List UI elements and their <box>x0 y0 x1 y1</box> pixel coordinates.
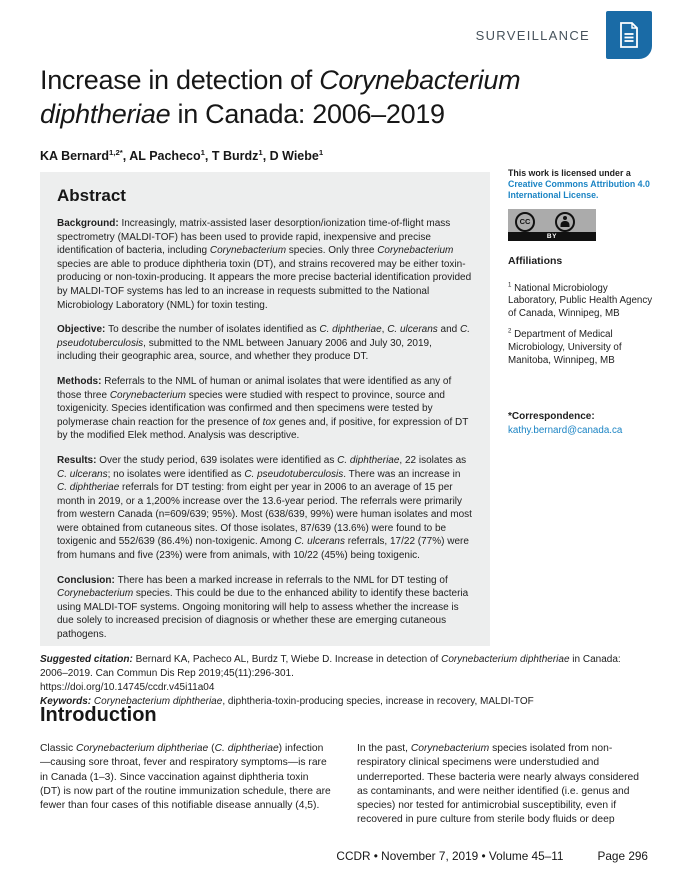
abstract-heading: Abstract <box>57 186 126 205</box>
correspondence-email-link[interactable]: kathy.bernard@canada.ca <box>508 425 623 437</box>
abstract-box <box>40 172 490 646</box>
surveillance-category-badge <box>606 11 652 59</box>
sidebar <box>508 168 658 436</box>
cc-by-badge <box>508 209 596 241</box>
person-icon-head <box>563 216 567 220</box>
suggested-citation-block <box>40 653 650 709</box>
abstract-paragraph-conclusion: Conclusion: There has been a marked increase in referrals to the NML for DT testing of Corynebacterium species. This could be due to the enhanced ability to identify these bacteria using MALDI-TOF systems. Ongoing monitoring will help to assess whether the increase is due solely to increased precision of diagnosis or whether these are emerging cutaneous pathogens. <box>57 574 469 641</box>
license-link[interactable]: This work is licensed under a Creative Commons Attribution 4.0 International License. <box>508 168 650 201</box>
keywords-line: Keywords: Corynebacterium diphtheriae, diphtheria-toxin-producing species, increase in recovery, MALDI-TOF <box>40 696 534 707</box>
introduction-heading: Introduction <box>40 704 157 726</box>
header <box>476 11 652 59</box>
authors-line: KA Bernard$^{1,2*}$, AL Pacheco$^1$, T Burdz$^1$, D Wiebe$^1$ <box>40 147 324 163</box>
journal-issue-line: CCDR • November 7, 2019 • Volume 45–11 <box>336 849 564 863</box>
person-icon <box>555 212 575 232</box>
page-footer <box>336 849 648 863</box>
cc-by-label: BY <box>508 232 596 241</box>
affiliations-heading: Affiliations <box>508 254 563 267</box>
introduction-paragraph-left: Classic Corynebacterium diphtheriae (C. diphtheriae) infection—causing sore throat, fever and respiratory symptoms—is rare in Canada (1–3). Since vaccination against diphtheria toxin (DT) is now part of the routine immunization schedule, there are fewer than four cases of this notifiable disease annually (4,5). <box>40 743 331 812</box>
affiliation-1: $^1$ National Microbiology Laboratory, Public Health Agency of Canada, Winnipeg, MB <box>508 282 653 319</box>
abstract-paragraph-objective: Objective: To describe the number of isolates identified as C. diphtheriae, C. ulcerans and C. pseudotuberculosis, submitted to the NML between January 2006 and July 30, 2019, including their geographic area, source, and whether they produce DT. <box>57 324 471 363</box>
page-number: Page 296 <box>597 849 648 863</box>
abstract-paragraph-background: Background: Increasingly, matrix-assisted laser desorption/ionization time-of-flight mass spectrometry (MALDI-TOF) has been used to provide rapid, inexpensive and precise identification of bacteria, including Corynebacterium species. Only three Corynebacterium species are able to produce diphtheria toxin (DT), and strains recovered may be either toxin-producing or non-toxin-producing. It appears the more precise bacterial identification provided by MALDI-TOF systems has led to an increase in requests submitted to the National Microbiology Laboratory (NML) for toxin testing. <box>57 218 472 311</box>
introduction-paragraph-right: In the past, Corynebacterium species isolated from non-respiratory clinical specimens were understudied and underreported. These bacteria were nearly always considered as contaminants, and were neither identified (i.e. genus and species) nor tested for antimicrobial susceptibility, even if recovered in pure culture from sterile body fluids or deep <box>357 743 639 826</box>
cc-icon <box>515 212 535 232</box>
person-icon-body <box>561 221 570 227</box>
article-title-line-2: diphtheriae in Canada: 2006–2019 <box>40 99 445 129</box>
article-title <box>40 63 610 131</box>
abstract-paragraph-results: Results: Over the study period, 639 isolates were identified as C. diphtheriae, 22 isolates as C. ulcerans; no isolates were identified as C. pseudotuberculosis. There was an increase in C. diphtheriae referrals for DT testing: from eight per year in 2006 to an average of 15 per month in 2019, or a 1,200% increase over the 13.6-year period. The referrals were primarily from western Canada (n=609/639; 95%). Most (638/639, 99%) were human isolates and most were obtained from cutaneous sites. Of those isolates, 87/639 (13.6%) were found to be toxigenic and 552/639 (86.4%) non-toxigenic. Among C. ulcerans referrals, 17/22 (77%) were from humans and five (23%) were from animals, with 10/22 (45%) being toxigenic. <box>57 454 472 562</box>
abstract-paragraph-methods: Methods: Referrals to the NML of human or animal isolates that were identified as any of those three Corynebacterium species were studied with respect to province, source and toxigenicity. Species identification was confirmed and then specimens were tested by polymerase chain reaction for the presence of tox genes and, if positive, for expression of DT by the modified Elek method. Analysis was descriptive. <box>57 375 469 442</box>
introduction-columns <box>40 742 648 828</box>
document-icon <box>618 22 640 48</box>
article-title-line-1: Increase in detection of Corynebacterium <box>40 65 521 95</box>
section-kicker: SURVEILLANCE <box>475 27 590 43</box>
affiliation-2: $^2$ Department of Medical Microbiology, University of Manitoba, Winnipeg, MB <box>508 329 622 366</box>
suggested-citation-text: Suggested citation: Bernard KA, Pacheco AL, Burdz T, Wiebe D. Increase in detection of Corynebacterium diphtheriae in Canada: 2006–2019. Can Commun Dis Rep 2019;45(11):296-301. <box>40 654 621 679</box>
correspondence-label: *Correspondence: <box>508 411 595 423</box>
cc-icon-label: CC <box>519 217 531 227</box>
doi-link[interactable]: https://doi.org/10.14745/ccdr.v45i11a04 <box>40 682 215 693</box>
